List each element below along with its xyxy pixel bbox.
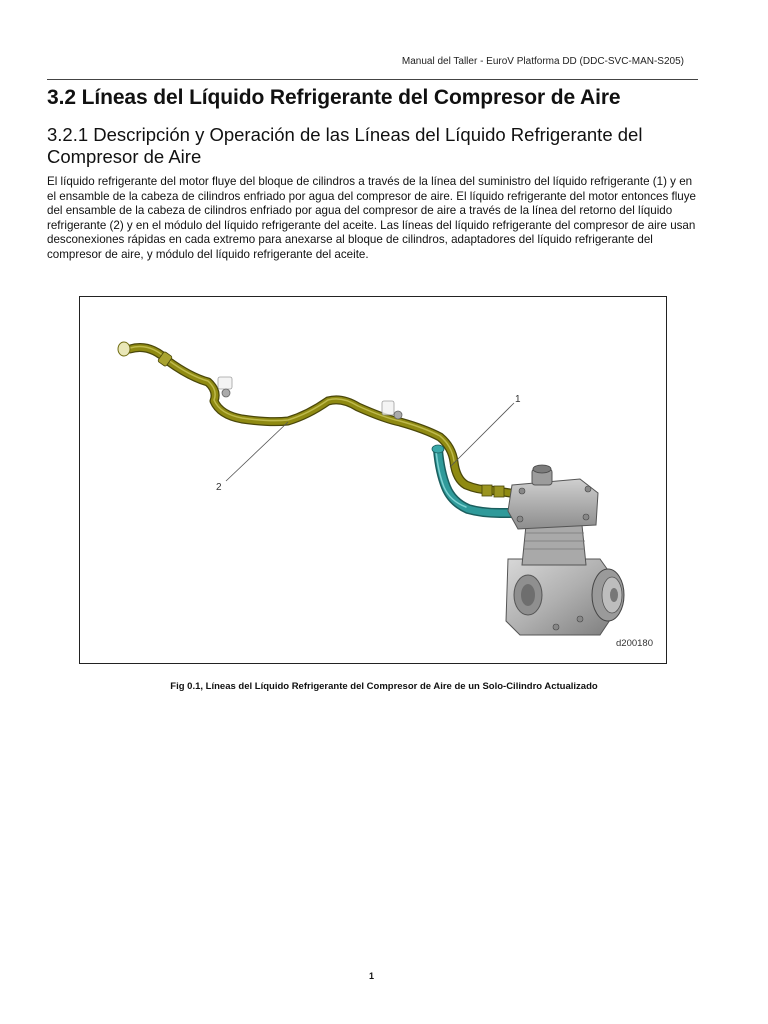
running-header: Manual del Taller - EuroV Platforma DD (DDC-SVC-MAN-S205) xyxy=(401,56,684,67)
page-number: 1 xyxy=(368,971,374,981)
figure-caption: Fig 0.1, Líneas del Líquido Refrigerante del Compresor de Aire de un Solo-Cilindro Actualizado xyxy=(170,681,598,692)
section-title: 3.2 Líneas del Líquido Refrigerante del Compresor de Aire xyxy=(47,86,621,109)
subsection-title: 3.2.1 Descripción y Operación de las Líneas del Líquido Refrigerante del Compresor de Aire xyxy=(47,124,643,167)
leader-line-2 xyxy=(226,422,288,481)
coolant-supply-line xyxy=(432,445,514,513)
callout-1: 1 xyxy=(515,394,521,405)
coolant-lines-illustration xyxy=(80,297,666,663)
air-compressor xyxy=(506,465,624,635)
figure-frame xyxy=(79,296,667,664)
header-rule xyxy=(47,79,698,80)
callout-2: 2 xyxy=(216,482,222,493)
drawing-id: d200180 xyxy=(616,638,653,649)
body-paragraph: El líquido refrigerante del motor fluye del bloque de cilindros a través de la línea del suministro del líquido refrigerante (1) y en el ensamble de la cabeza de cilindros enfriado por agua del compresor de aire. El líquido refrigerante del motor entonces fluye del ensamble de la cabeza de cilindros enfriado por agua del compresor de aire a través de la línea del retorno del líquido refrigerante (2) y en el módulo del líquido refrigerante del aceite. Las líneas del líquido refrigerante del compresor de aire usan desconexiones rápidas en cada extremo para anexarse al bloque de cilindros, adaptadores del líquido refrigerante del compresor de aire, y módulo del líquido refrigerante del aceite. xyxy=(47,175,696,261)
leader-line-1 xyxy=(450,403,514,467)
coolant-return-line xyxy=(118,342,510,497)
